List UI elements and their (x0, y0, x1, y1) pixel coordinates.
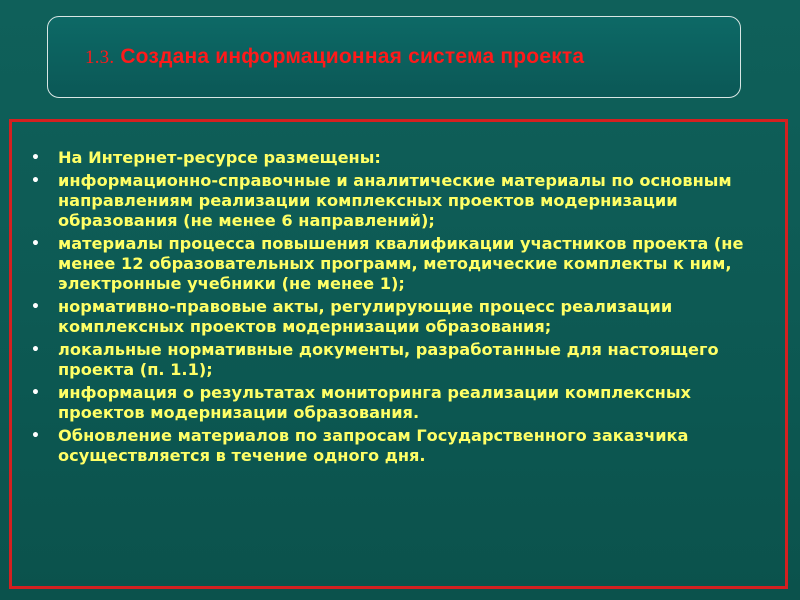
list-item (20, 148, 775, 168)
list-item (20, 171, 775, 231)
list-item (20, 426, 775, 466)
bullet-text: информация о результатах мониторинга реализации комплексных проектов модернизации образования. (58, 383, 691, 422)
bullet-list (20, 148, 775, 469)
bullet-icon: • (31, 299, 40, 315)
title-box (47, 16, 741, 98)
content-box (9, 119, 788, 589)
bullet-text: материалы процесса повышения квалификации участников проекта (не менее 12 образовательных программ, методические комплекты к ним, электронные учебники (не менее 1); (58, 234, 744, 293)
list-item (20, 234, 775, 294)
title-text: Создана информационная система проекта (120, 45, 585, 68)
slide-title (85, 45, 584, 69)
bullet-icon: • (31, 173, 40, 189)
bullet-text: На Интернет-ресурсе размещены: (58, 148, 381, 167)
list-item (20, 383, 775, 423)
bullet-text: нормативно-правовые акты, регулирующие процесс реализации комплексных проектов модернизации образования; (58, 297, 673, 336)
bullet-text: информационно-справочные и аналитические материалы по основным направлениям реализации комплексных проектов модернизации образования (не менее 6 направлений); (58, 171, 732, 230)
bullet-icon: • (31, 428, 40, 444)
title-number: 1.3. (85, 47, 115, 68)
list-item (20, 340, 775, 380)
bullet-text: Обновление материалов по запросам Государственного заказчика осуществляется в течение одного дня. (58, 426, 689, 465)
bullet-icon: • (31, 385, 40, 401)
bullet-text: локальные нормативные документы, разработанные для настоящего проекта (п. 1.1); (58, 340, 719, 379)
bullet-icon: • (31, 342, 40, 358)
list-item (20, 297, 775, 337)
bullet-icon: • (31, 150, 40, 166)
bullet-icon: • (31, 236, 40, 252)
